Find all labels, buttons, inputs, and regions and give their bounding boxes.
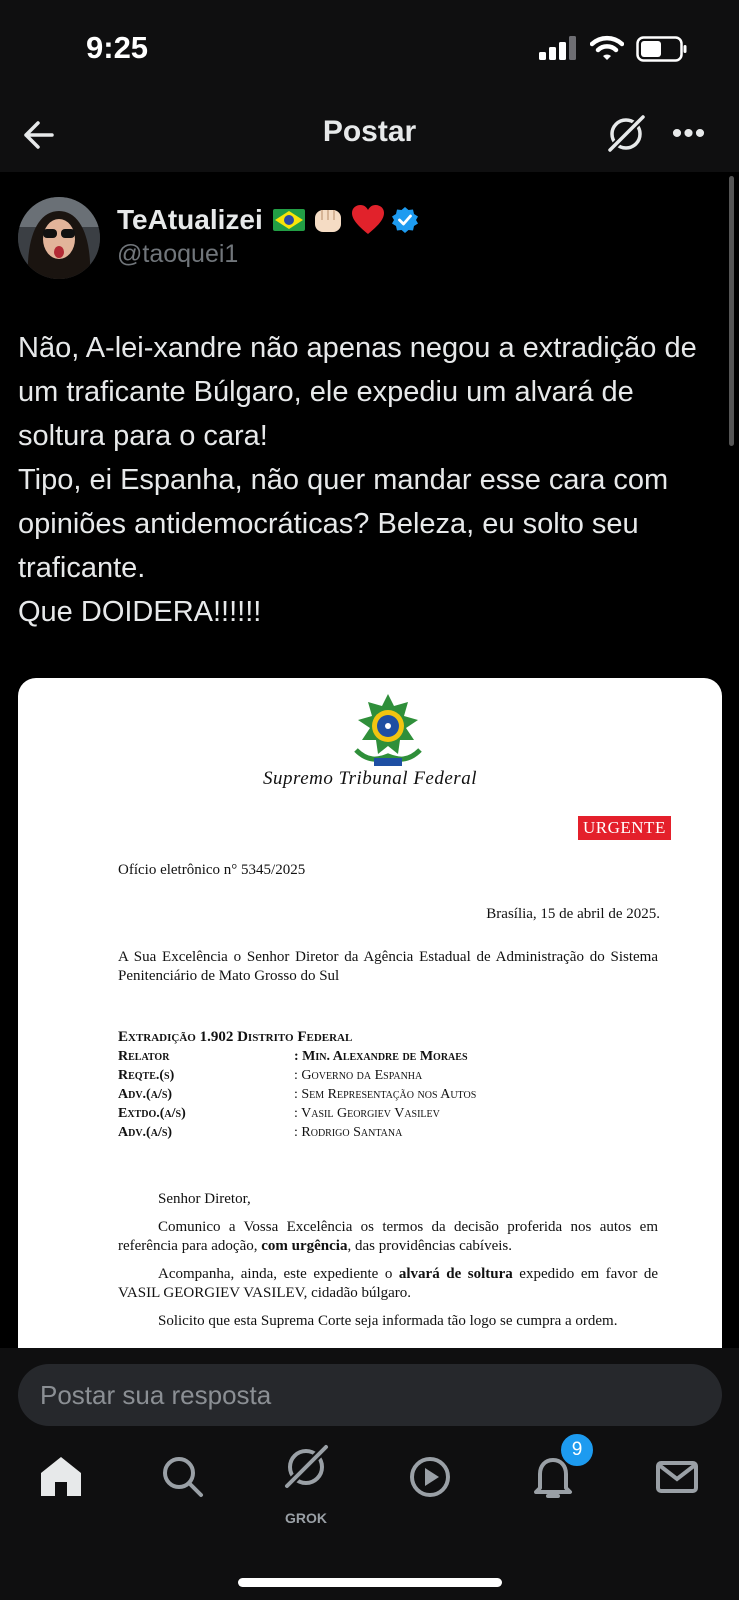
verified-badge-icon [391, 206, 419, 234]
case-row [118, 1104, 678, 1123]
heart-icon [351, 204, 385, 236]
text-bold: alvará de soltura [398, 1266, 513, 1282]
page-title: Postar [322, 115, 417, 148]
search-icon[interactable] [158, 1452, 208, 1502]
home-indicator[interactable] [238, 1578, 502, 1587]
more-options-icon[interactable]: ••• [671, 117, 707, 150]
post-image-document[interactable] [18, 678, 722, 1358]
oficio-number: Ofício eletrônico n° 5345/2025 [118, 862, 306, 878]
case-value: : Rodrigo Santana [294, 1125, 403, 1140]
document-body [118, 1190, 658, 1340]
signal-icon [539, 36, 577, 60]
document-paragraph: Solicito que esta Suprema Corte seja informada tão logo se cumpra a ordem. [158, 1313, 618, 1329]
wifi-icon [590, 34, 624, 62]
status-bar [0, 0, 739, 100]
case-key: Reqte.(s) [118, 1068, 175, 1083]
fist-icon [311, 204, 345, 236]
case-block [118, 1028, 678, 1142]
video-play-icon[interactable] [405, 1452, 455, 1502]
text-span: Comunico a Vossa Excelência os termos da decisão proferida nos autos em referência para adoção, [118, 1219, 658, 1254]
document-date: Brasília, 15 de abril de 2025. [486, 906, 660, 922]
case-header: Extradição 1.902 Distrito Federal [118, 1029, 353, 1045]
case-value: : Vasil Georgiev Vasilev [294, 1106, 440, 1121]
case-value: : Sem Representação nos Autos [294, 1087, 477, 1102]
author-row [117, 202, 419, 238]
case-row [118, 1066, 678, 1085]
grok-icon[interactable] [604, 112, 648, 156]
text-span: , das providências cabíveis. [347, 1238, 512, 1254]
post-text-line: Tipo, ei Espanha, não quer mandar esse cara com opiniões antidemocráticas? Beleza, eu solto seu traficante. [18, 464, 669, 584]
document-paragraph [118, 1218, 658, 1256]
reply-input[interactable] [18, 1364, 722, 1426]
salutation: Senhor Diretor, [158, 1191, 251, 1207]
author-name[interactable]: TeAtualizei [117, 204, 263, 235]
case-key: Adv.(a/s) [118, 1087, 173, 1102]
case-row [118, 1047, 678, 1066]
bottom-area [0, 1348, 739, 1600]
avatar[interactable] [18, 197, 100, 279]
post-text [18, 326, 728, 634]
case-value: : Min. Alexandre de Moraes [294, 1049, 468, 1064]
home-icon[interactable] [36, 1452, 86, 1502]
document-address: A Sua Excelência o Senhor Diretor da Agência Estadual de Administração do Sistema Penitenciário de Mato Grosso do Sul [118, 949, 658, 984]
document-paragraph [118, 1265, 658, 1303]
coat-of-arms-icon [348, 692, 428, 770]
case-row [118, 1085, 678, 1104]
post-text-line: Não, A-lei-xandre não apenas negou a extradição de um traficante Búlgaro, ele expediu um alvará de soltura para o cara! [18, 332, 697, 452]
grok-nav-icon[interactable] [281, 1442, 331, 1492]
court-name: Supremo Tribunal Federal [263, 768, 477, 789]
grok-label[interactable]: GROK [285, 1510, 327, 1526]
reply-placeholder: Postar sua resposta [40, 1380, 272, 1410]
status-time: 9:25 [86, 30, 149, 65]
case-key: Adv.(a/s) [118, 1125, 173, 1140]
text-span: expedido em favor de VASIL GEORGIEV VASILEV, cidadão búlgaro. [118, 1266, 659, 1301]
notifications-badge[interactable]: 9 [559, 1432, 595, 1468]
case-value: : Governo da Espanha [294, 1068, 423, 1083]
author-handle[interactable]: @taoquei1 [117, 240, 239, 268]
text-span: Acompanha, ainda, este expediente o [158, 1266, 399, 1282]
messages-envelope-icon[interactable] [652, 1452, 702, 1502]
case-row [118, 1123, 678, 1142]
scrollbar[interactable] [729, 176, 734, 446]
case-key: Relator [118, 1049, 170, 1064]
battery-icon [636, 36, 688, 62]
text-bold: com urgência [261, 1238, 348, 1254]
avatar-image [18, 197, 100, 279]
brazil-flag-icon [273, 209, 305, 231]
case-key: Extdo.(a/s) [118, 1106, 186, 1121]
top-bar [0, 100, 739, 172]
urgent-stamp: URGENTE [578, 816, 671, 840]
name-emojis [273, 204, 419, 236]
post-text-line: Que DOIDERA!!!!!! [18, 596, 262, 628]
